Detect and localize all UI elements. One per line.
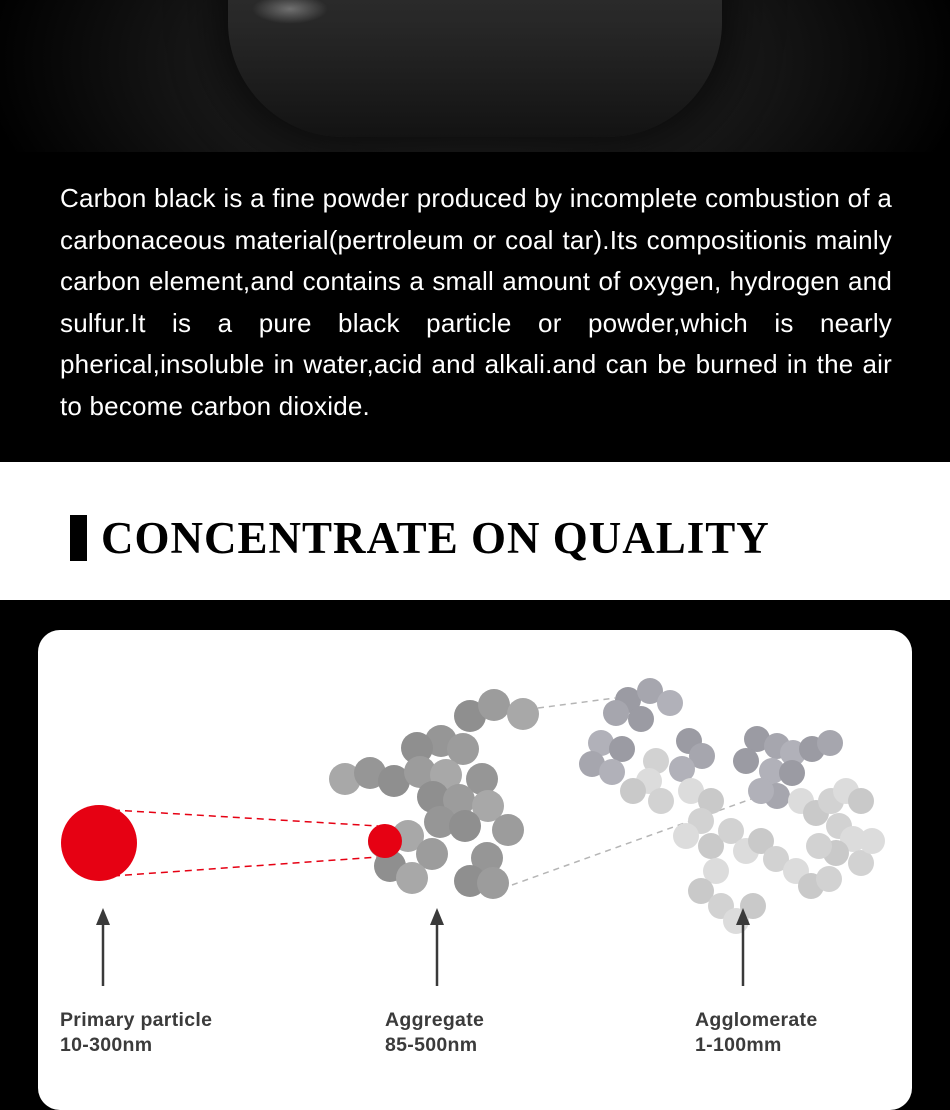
heading-wrap xyxy=(0,498,770,564)
particle-circle xyxy=(599,759,625,785)
particle-circle xyxy=(477,867,509,899)
aggregate-cluster xyxy=(329,689,539,899)
agglomerate-cluster-light xyxy=(620,748,885,934)
stage-size: 85-500nm xyxy=(385,1034,478,1056)
aggregate-label xyxy=(385,1008,484,1058)
particle-circle xyxy=(628,706,654,732)
stage-size: 1-100mm xyxy=(695,1034,782,1056)
gray-zoom-line-top xyxy=(538,698,615,708)
section-title: CONCENTRATE ON QUALITY xyxy=(101,513,770,563)
particle-circle xyxy=(603,700,629,726)
particle-circle xyxy=(817,730,843,756)
particle-circle xyxy=(848,850,874,876)
diagram-section xyxy=(0,600,950,1092)
particle-circle xyxy=(396,862,428,894)
diagram-card xyxy=(38,630,912,1110)
stage-name: Agglomerate xyxy=(695,1009,818,1031)
stage-name: Aggregate xyxy=(385,1009,485,1031)
red-zoom-line-top xyxy=(113,810,378,826)
agglomerate-label xyxy=(695,1008,818,1058)
highlighted-particle-circle xyxy=(368,824,402,858)
intro-section xyxy=(0,152,950,462)
particle-circle xyxy=(657,690,683,716)
stage-size: 10-300nm xyxy=(60,1034,153,1056)
red-zoom-line-bottom xyxy=(113,857,378,876)
particle-circle xyxy=(816,866,842,892)
particle-circle xyxy=(859,828,885,854)
product-photo xyxy=(0,0,950,152)
particle-circle xyxy=(673,823,699,849)
heading-accent-bar xyxy=(70,515,87,561)
particle-circle xyxy=(478,689,510,721)
particle-circle xyxy=(733,748,759,774)
particle-circle xyxy=(648,788,674,814)
quality-heading-section xyxy=(0,462,950,600)
particle-circle xyxy=(507,698,539,730)
particle-circle xyxy=(806,833,832,859)
primary-particle-label xyxy=(60,1008,212,1058)
primary-particle-arrow-icon xyxy=(96,908,110,986)
particle-circle xyxy=(620,778,646,804)
particle-circle xyxy=(848,788,874,814)
particle-circle xyxy=(748,778,774,804)
particle-circle xyxy=(449,810,481,842)
particle-circle xyxy=(609,736,635,762)
particle-circle xyxy=(492,814,524,846)
particle-circle xyxy=(779,760,805,786)
intro-paragraph: Carbon black is a fine powder produced by incomplete combustion of a carbonaceous material(pertroleum or coal tar).Its compositionis mainly carbon element,and contains a small amount of oxygen, hydrogen and sulfur.It is a pure black particle or powder,which is nearly pherical,insoluble in water,acid and alkali.and can be burned in the air to become carbon dioxide. xyxy=(60,183,892,421)
primary-particle-circle xyxy=(61,805,137,881)
aggregate-arrow-icon xyxy=(430,908,444,986)
stage-name: Primary particle xyxy=(60,1009,213,1031)
